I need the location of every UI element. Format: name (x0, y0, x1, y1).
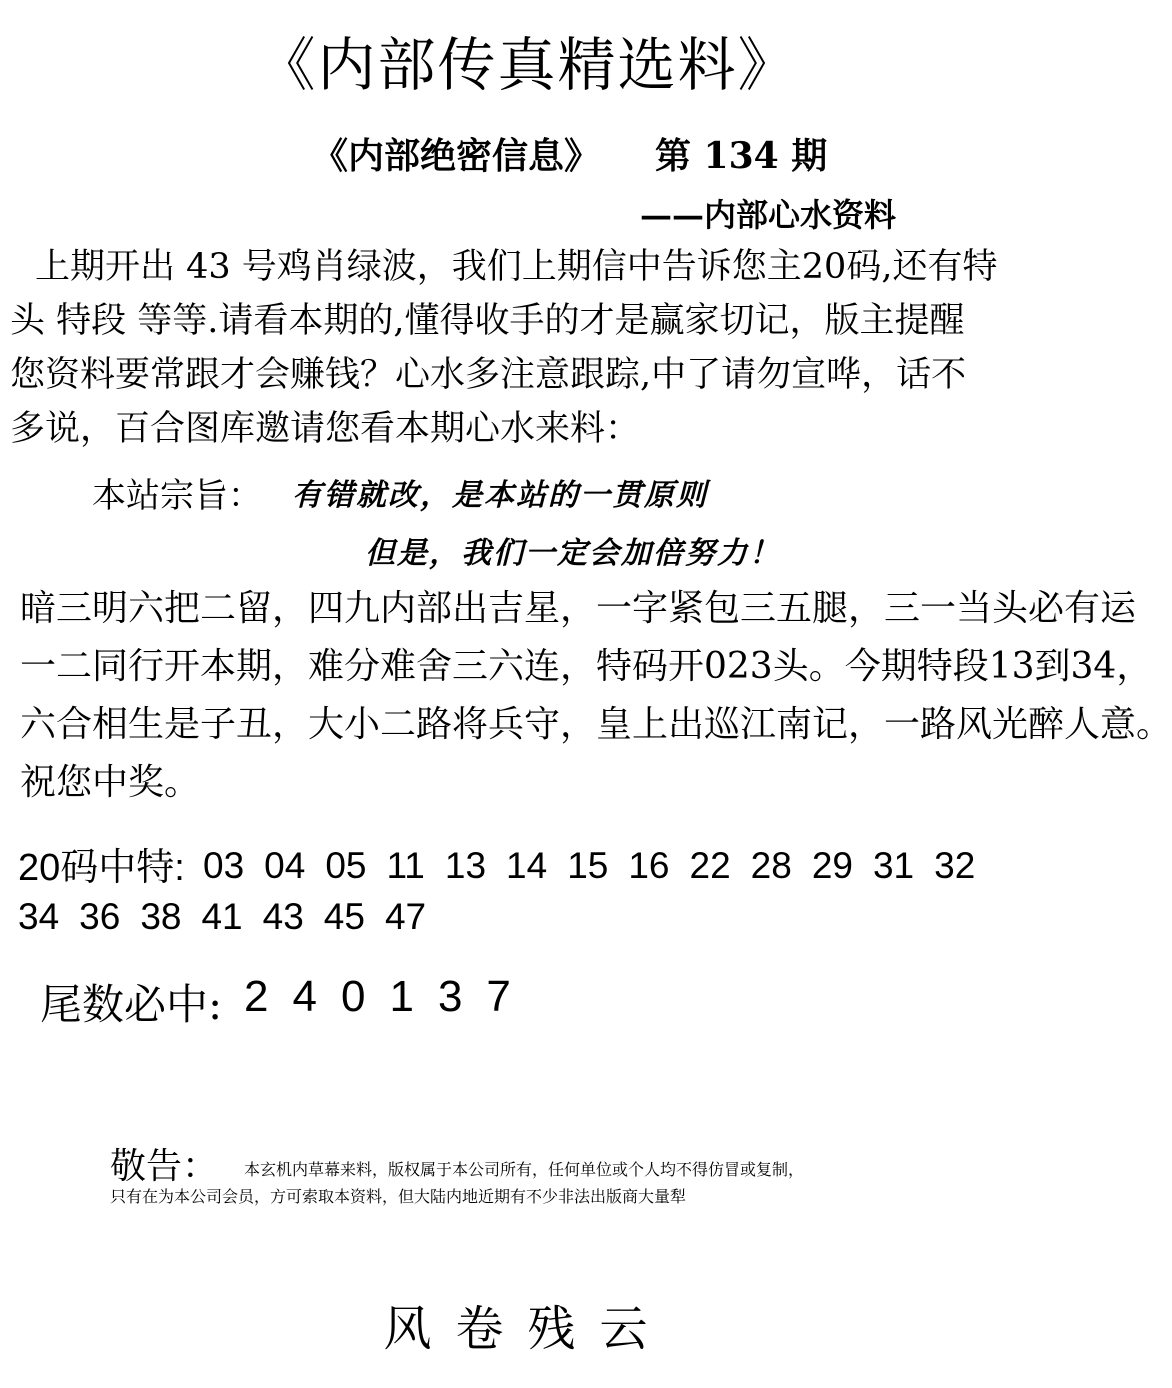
verse-line: 祝您中奖。 (20, 762, 201, 803)
number-item: 11 (386, 845, 425, 886)
numbers-label: 20码中特: (18, 847, 185, 889)
verse-block (20, 580, 1172, 812)
notice-label: 敬告： (110, 1146, 219, 1187)
number-item: 29 (811, 845, 853, 886)
number-item: 05 (325, 845, 367, 886)
issue-number: 第 134 期 (655, 135, 828, 177)
tail-digits (244, 972, 535, 1022)
verse-line: 一二同行开本期，难分难舍三六连，特码开023头。今期特段13到34， (20, 646, 1153, 687)
numbers-row-2 (18, 896, 446, 938)
page-title: 《内部传真精选料》 (257, 31, 798, 99)
footer-text: 风卷残云 (383, 1301, 672, 1357)
numbers-row-1 (203, 836, 1023, 896)
tail-digit: 4 (292, 972, 317, 1021)
intro-line: 上期开出 43 号鸡肖绿波，我们上期信中告诉您主20码,还有特 (35, 247, 998, 287)
subtitle: 《内部绝密信息》 (312, 135, 601, 177)
number-item: 32 (934, 845, 976, 886)
notice-line-2: 只有在为本公司会员，方可索取本资料，但大陆内地近期有不少非法出版商大量犁 (110, 1187, 687, 1206)
motto-line-1: 有错就改，是本站的一贯原则 (292, 478, 708, 513)
motto-line-2: 但是，我们一定会加倍努力！ (365, 536, 781, 571)
motto-label: 本站宗旨： (92, 476, 262, 516)
number-item: 15 (567, 845, 609, 886)
number-item: 43 (262, 896, 304, 937)
number-item: 41 (201, 896, 243, 937)
intro-paragraph (10, 240, 1055, 456)
number-item: 28 (750, 845, 792, 886)
number-item: 04 (264, 845, 306, 886)
intro-line: 头 特段 等等.请看本期的,懂得收手的才是赢家切记，版主提醒 (10, 301, 965, 341)
number-item: 34 (18, 896, 60, 937)
number-item: 31 (872, 845, 915, 886)
number-item: 38 (140, 896, 182, 937)
tail-digit: 2 (244, 972, 269, 1021)
tail-label: 尾数必中: (40, 980, 223, 1029)
tail-digit: 0 (340, 972, 366, 1021)
number-item: 13 (444, 845, 487, 886)
number-item: 45 (323, 896, 365, 937)
intro-line: 您资料要常跟才会赚钱？心水多注意跟踪,中了请勿宣哗，话不 (10, 355, 967, 395)
number-item: 22 (689, 845, 731, 886)
number-item: 16 (628, 845, 670, 886)
verse-line: 六合相生是子丑，大小二路将兵守，皇上出巡江南记，一路风光醉人意。 (20, 704, 1172, 745)
tail-digit: 7 (486, 972, 511, 1021)
source-label: ——内部心水资料 (640, 196, 897, 234)
number-item: 36 (79, 896, 121, 937)
intro-line: 多说，百合图库邀请您看本期心水来料： (10, 409, 641, 449)
tail-digit: 1 (389, 972, 414, 1021)
number-item: 47 (384, 896, 427, 937)
tail-digit: 3 (437, 972, 463, 1021)
number-item: 03 (203, 845, 245, 886)
number-item: 14 (506, 845, 548, 886)
verse-line: 暗三明六把二留，四九内部出吉星，一字紧包三五腿，三一当头必有运 (20, 588, 1137, 629)
notice-line-1: 本玄机内草幕来料，版权属于本公司所有，任何单位或个人均不得仿冒或复制， (244, 1160, 805, 1179)
